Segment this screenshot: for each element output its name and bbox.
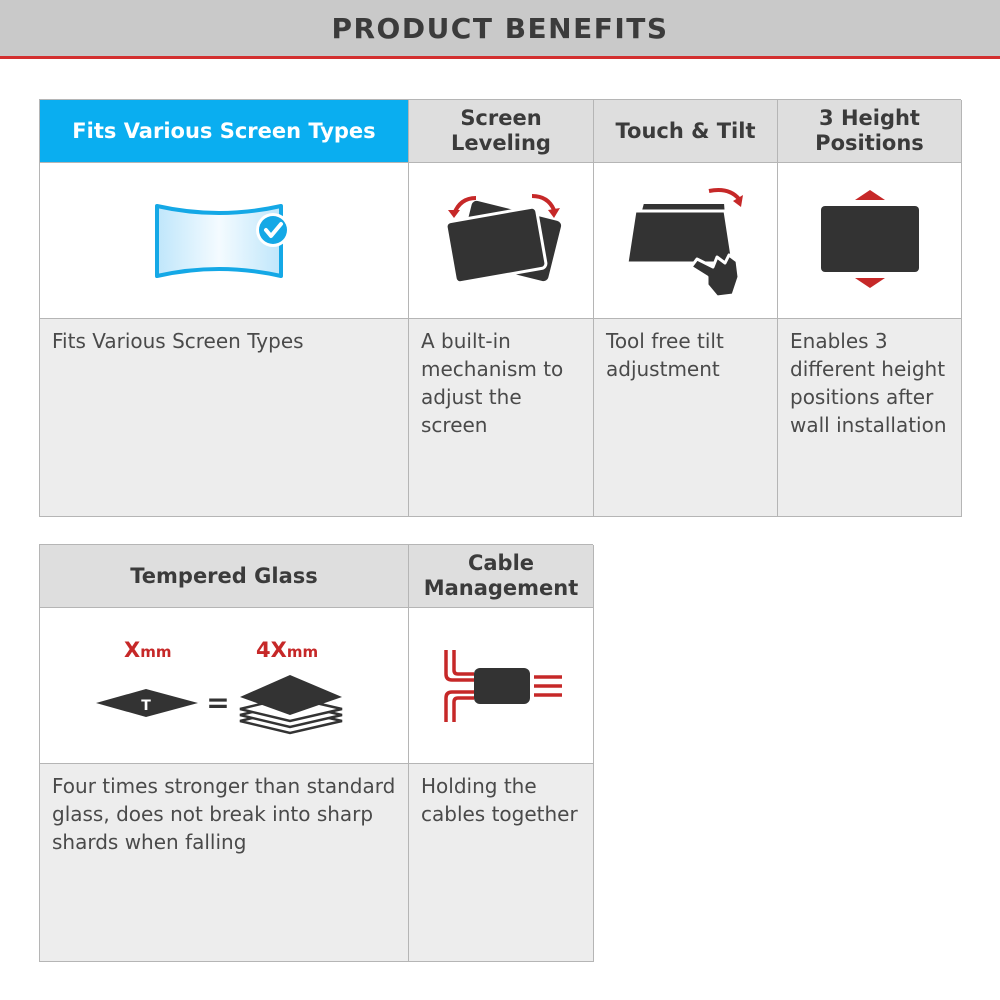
glass-label-right: 4X (256, 637, 287, 662)
benefit-description: A built-in mechanism to adjust the screen (409, 319, 594, 517)
benefit-header-fits-screens: Fits Various Screen Types (40, 100, 409, 163)
benefit-icon-cell (409, 608, 594, 764)
benefit-icon-cell (594, 163, 778, 319)
curved-screen-check-icon (149, 196, 299, 286)
svg-text:4Xmm (256, 638, 318, 662)
benefit-description: Fits Various Screen Types (40, 319, 409, 517)
benefit-header-tempered-glass: Tempered Glass (40, 545, 409, 608)
cable-management-icon (436, 646, 566, 726)
glass-label-right-unit: mm (286, 642, 319, 661)
glass-badge: T (141, 697, 151, 714)
benefit-description: Holding the cables together (409, 764, 594, 962)
benefit-description: Four times stronger than standard glass, does not break into sharp shards when falling (40, 764, 409, 962)
benefit-description: Enables 3 different height positions after wall installation (778, 319, 962, 517)
benefits-table-bottom (39, 544, 593, 962)
benefit-header-cable-management: Cable Management (409, 545, 594, 608)
glass-label-left-unit: mm (140, 642, 172, 661)
height-positions-icon (815, 186, 925, 296)
screen-level-rotate-icon (436, 186, 566, 296)
benefit-header-screen-leveling: Screen Leveling (409, 100, 594, 163)
header-banner (0, 0, 1000, 59)
page-title: PRODUCT BENEFITS (331, 11, 669, 45)
equals-sign: = (206, 685, 230, 719)
benefit-header-touch-tilt: Touch & Tilt (594, 100, 778, 163)
benefit-icon-cell (778, 163, 962, 319)
glass-label-left: X (124, 637, 141, 662)
tempered-glass-icon (94, 631, 354, 741)
svg-text:Xmm (124, 638, 171, 662)
benefits-table-top (39, 99, 961, 517)
benefit-icon-cell (40, 163, 409, 319)
benefit-icon-cell (409, 163, 594, 319)
benefit-icon-cell (40, 608, 409, 764)
benefit-header-height-positions: 3 Height Positions (778, 100, 962, 163)
benefit-description: Tool free tilt adjustment (594, 319, 778, 517)
touch-tilt-icon (621, 181, 751, 301)
